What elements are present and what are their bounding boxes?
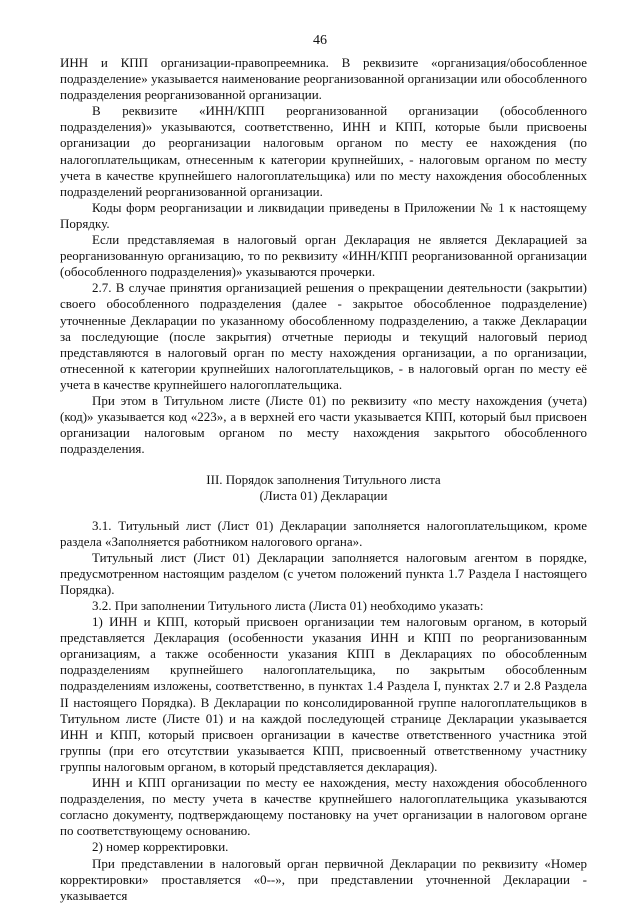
paragraph: Если представляемая в налоговый орган Декларация не является Декларацией за реорганизованную организацию, то по реквизиту «ИНН/КПП реорганизованной организации (обособленного подразделения)» указываются прочерки. xyxy=(60,232,587,280)
paragraph: 3.2. При заполнении Титульного листа (Листа 01) необходимо указать: xyxy=(92,598,484,613)
page-number: 46 xyxy=(313,33,327,48)
paragraph: Коды форм реорганизации и ликвидации приведены в Приложении № 1 к настоящему Порядку. xyxy=(60,199,587,231)
paragraph: 3.1. Титульный лист (Лист 01) Декларации заполняется налогоплательщиком, кроме раздела «Заполняется работником налогового органа». xyxy=(60,517,587,549)
paragraph: При представлении в налоговый орган первичной Декларации по реквизиту «Номер корректировки» проставляется «0--», при представлении уточненной Декларации - указывается xyxy=(60,855,587,903)
section-heading xyxy=(60,472,587,504)
paragraph: 2) номер корректировки. xyxy=(92,839,229,855)
paragraph: ИНН и КПП организации-правопреемника. В реквизите «организация/обособленное подразделение» указывается наименование реорганизованной организации или обособленного подразделения реорганизованной организации. xyxy=(60,55,587,103)
paragraph: В реквизите «ИНН/КПП реорганизованной организации (обособленного подразделения)» указываются, соответственно, ИНН и КПП, которые были присвоены организации до реорганизации налоговым органом по месту ее нахождения (по налогоплательщикам, отнесенным к категории крупнейших, - налоговым органом по месту учета в качестве крупнейшего налогоплательщика) или по месту нахождения обособленных подразделений реорганизованной организации. xyxy=(60,103,587,199)
section-heading-line: (Листа 01) Декларации xyxy=(259,488,388,504)
paragraph: 1) ИНН и КПП, который присвоен организации тем налоговым органом, в который представляется Декларация (особенности указания ИНН и КПП по реорганизованным организациям, а также особенности указания КПП в Декларациях по обособленным подразделениям крупнейшего налогоплательщика, по закрытым обособленным подразделениям изложены, соответственно, в пунктах 1.4 Раздела I, пунктах 2.7 и 2.8 Раздела II настоящего Порядка). В Декларации по консолидированной группе налогоплательщиков в Титульном листе (Листе 01) и на каждой последующей странице Декларации указывается ИНН и КПП, который присвоен организации в качестве ответственного участника этой группы (при его отсутствии указывается КПП, присвоенный ответственному участнику группы налоговым органом, в который представляется декларация). xyxy=(60,614,587,774)
paragraph: При этом в Титульном листе (Листе 01) по реквизиту «по месту нахождения (учета) (код)» указывается код «223», а в верхней его части указывается КПП, который был присвоен организации налоговым органом по месту нахождения закрытого обособленного подразделения. xyxy=(60,392,587,457)
paragraph: 2.7. В случае принятия организацией решения о прекращении деятельности (закрытии) своего обособленного подразделения (далее - закрытое обособленное подразделение) уточненные Декларации по указанному обособленному подразделению, а также Декларации за последующие (после закрытия) отчетные периоды и текущий налоговый период представляются в налоговый орган по месту нахождения организации, а по организации, отнесенной к категории крупнейших налогоплательщиков, - в налоговый орган по месту её учета в качестве крупнейшего налогоплательщика. xyxy=(60,280,587,392)
section-heading-line: III. Порядок заполнения Титульного листа xyxy=(206,472,441,488)
paragraph: ИНН и КПП организации по месту ее нахождения, месту нахождения обособленного подразделения, по месту учета в качестве крупнейшего налогоплательщика указываются согласно документу, подтверждающему постановку на учет организации в налоговом органе по соответствующему основанию. xyxy=(60,775,587,839)
paragraph: Титульный лист (Лист 01) Декларации заполняется налоговым агентом в порядке, предусмотренном настоящим разделом (с учетом положений пункта 1.7 Раздела I настоящего Порядка). xyxy=(60,549,587,597)
document-body xyxy=(60,55,587,904)
